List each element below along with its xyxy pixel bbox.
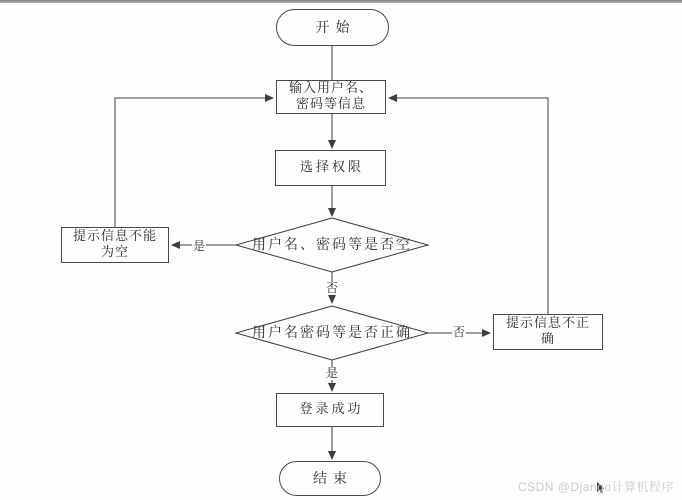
node-end: 结束 — [279, 461, 381, 496]
incorrect-prompt-line2: 确 — [540, 332, 555, 347]
input-line1: 输入用户名、 — [288, 81, 373, 96]
node-select-permission: 选择权限 — [275, 150, 386, 186]
edge-empty-return-to-input — [115, 98, 273, 227]
edge-label-empty-yes: 是 — [193, 239, 206, 253]
node-input-credentials-text — [289, 81, 373, 113]
node-empty-prompt-text — [73, 229, 157, 261]
node-incorrect-prompt — [493, 314, 603, 350]
decision-check-correct-shape — [236, 306, 428, 360]
decision-check-empty-label: 用户名、密码等是否空 — [252, 237, 412, 253]
edge-incorrect-return-to-input — [389, 98, 548, 314]
empty-prompt-line1: 提示信息不能 — [72, 229, 157, 244]
decision-check-correct-label: 用户名密码等是否正确 — [252, 325, 412, 341]
edge-label-empty-no: 否 — [326, 281, 339, 295]
edge-label-correct-yes: 是 — [326, 366, 339, 380]
node-start: 开始 — [276, 9, 389, 46]
incorrect-prompt-line1: 提示信息不正 — [505, 316, 590, 331]
csdn-watermark: CSDN @Django计算机程序 — [517, 480, 674, 494]
empty-prompt-line2: 为空 — [100, 245, 129, 260]
node-input-credentials — [276, 80, 386, 114]
input-line2: 密码等信息 — [295, 97, 366, 112]
edge-label-correct-no: 否 — [453, 325, 466, 339]
node-incorrect-prompt-text — [506, 316, 590, 348]
node-empty-prompt — [61, 227, 169, 263]
node-login-success: 登录成功 — [276, 393, 384, 427]
decision-check-empty-shape — [236, 218, 428, 272]
